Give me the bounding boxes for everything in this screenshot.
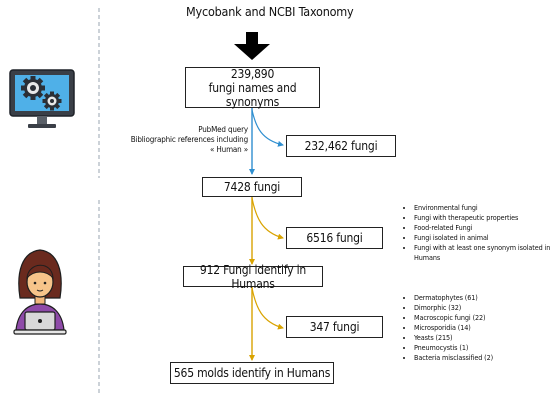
list-item: • Food-related Fungi [414,223,550,233]
list-item: • Fungi with therapeutic properties [414,213,550,223]
arrow-pubmed-to-excluded [252,198,283,238]
list-item: • Yeasts (215) [414,333,550,343]
excluded-categories-list-1 [404,203,550,263]
pubmed-query-line1: PubMed query [198,125,248,134]
excluded-pubmed-box: 232,462 fungi [286,135,396,157]
list-item: • Environmental fungi [414,203,550,213]
person-laptop-icon [14,250,66,334]
list-item: • Microsporidia (14) [414,323,550,333]
computer-gears-icon [10,70,74,128]
molds-human-box: 565 molds identify in Humans [170,362,334,384]
human-fungi-box: 912 Fungi identify in Humans [183,266,323,287]
list-item: • Pneumocystis (1) [414,343,550,353]
list-item: • Fungi with at least one synonym isolated in Humans [414,243,550,263]
total-count: 239,890 [230,66,275,81]
list-item: • Bacteria misclassified (2) [414,353,550,363]
pubmed-query-annotation [130,125,248,155]
excluded-nonhuman-box: 6516 fungi [286,227,383,249]
list-item: • Dermatophytes (61) [414,293,550,303]
list-item: • Fungi isolated in animal [414,233,550,243]
list-item: • Dimorphic (32) [414,303,550,313]
source-title: Mycobank and NCBI Taxonomy [186,4,354,19]
pubmed-query-line2: Bibliographic references including [130,135,248,144]
arrow-total-to-excluded [252,110,283,145]
total-fungi-box [185,67,320,108]
pubmed-result-box: 7428 fungi [202,177,302,197]
excluded-nonmold-box: 347 fungi [286,316,383,338]
list-item: • Macroscopic fungi (22) [414,313,550,323]
arrow-human-to-excluded [252,288,283,328]
down-arrow-icon [234,32,270,60]
pubmed-query-line3: « Human » [210,145,248,154]
excluded-categories-list-2 [404,293,550,363]
total-label: fungi names and synonyms [208,80,297,109]
